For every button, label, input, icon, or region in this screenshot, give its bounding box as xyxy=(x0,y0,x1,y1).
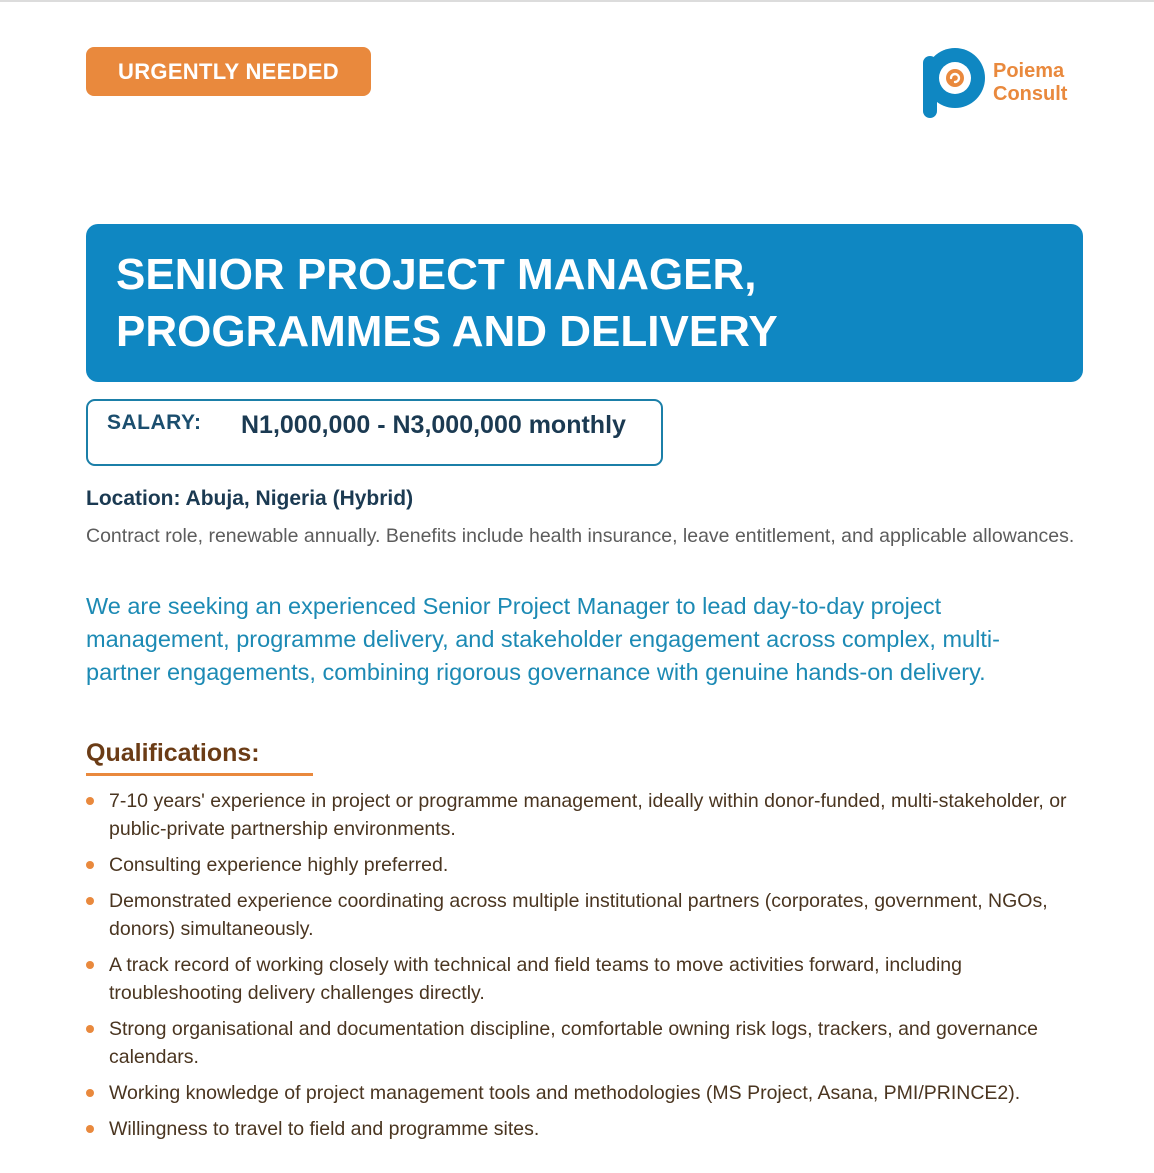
logo-name-line1: Poiema xyxy=(993,60,1065,82)
qualification-text: Demonstrated experience coordinating across multiple institutional partners (corporates, government, NGOs, donors) simultaneously. xyxy=(109,890,1048,940)
qualification-text: 7-10 years' experience in project or programme management, ideally within donor-funded, multi-stakeholder, or public-private partnership environments. xyxy=(109,790,1067,840)
bullet-dot-icon xyxy=(86,797,94,805)
job-location: Location: Abuja, Nigeria (Hybrid) xyxy=(86,487,414,510)
poiema-p-icon xyxy=(920,44,990,122)
company-logo xyxy=(920,44,1090,122)
logo-name-line2: Consult xyxy=(993,83,1068,105)
qualification-item xyxy=(86,951,1086,1007)
salary-label: SALARY: xyxy=(107,411,202,434)
job-intro: We are seeking an experienced Senior Project Manager to lead day-to-day project management, programme delivery, and stakeholder engagement across complex, multi-partner engagements, combining rigorous governance with genuine hands-on delivery. xyxy=(86,593,1000,685)
salary-value: N1,000,000 - N3,000,000 monthly xyxy=(241,411,626,439)
urgent-badge: URGENTLY NEEDED xyxy=(86,47,371,96)
qualification-item xyxy=(86,1015,1086,1071)
job-title-line-2: PROGRAMMES AND DELIVERY xyxy=(116,307,778,356)
qualification-item xyxy=(86,787,1086,843)
job-title-banner xyxy=(86,224,1083,382)
top-divider xyxy=(0,0,1154,2)
job-title-line-1: SENIOR PROJECT MANAGER, xyxy=(116,250,757,299)
bullet-dot-icon xyxy=(86,1025,94,1033)
qualification-item xyxy=(86,887,1086,943)
bullet-dot-icon xyxy=(86,961,94,969)
qualification-text: A track record of working closely with technical and field teams to move activities forward, including troubleshooting delivery challenges directly. xyxy=(109,954,962,1004)
qualification-text: Working knowledge of project management tools and methodologies (MS Project, Asana, PMI/PRINCE2). xyxy=(109,1082,1021,1104)
salary-box xyxy=(86,399,663,466)
qualification-item xyxy=(86,1115,1086,1143)
qualifications-underline xyxy=(86,773,313,776)
bullet-dot-icon xyxy=(86,1089,94,1097)
qualifications-list xyxy=(86,787,1086,1151)
qualifications-heading: Qualifications: xyxy=(86,739,260,767)
logo-wordmark xyxy=(993,60,1067,106)
qualification-item xyxy=(86,1079,1086,1107)
bullet-dot-icon xyxy=(86,897,94,905)
qualification-text: Willingness to travel to field and programme sites. xyxy=(109,1118,540,1140)
qualification-text: Consulting experience highly preferred. xyxy=(109,854,449,876)
bullet-dot-icon xyxy=(86,861,94,869)
contract-note: Contract role, renewable annually. Benefits include health insurance, leave entitlement, and applicable allowances. xyxy=(86,525,1075,547)
qualification-item xyxy=(86,851,1086,879)
bullet-dot-icon xyxy=(86,1125,94,1133)
qualification-text: Strong organisational and documentation discipline, comfortable owning risk logs, trackers, and governance calendars. xyxy=(109,1018,1038,1068)
